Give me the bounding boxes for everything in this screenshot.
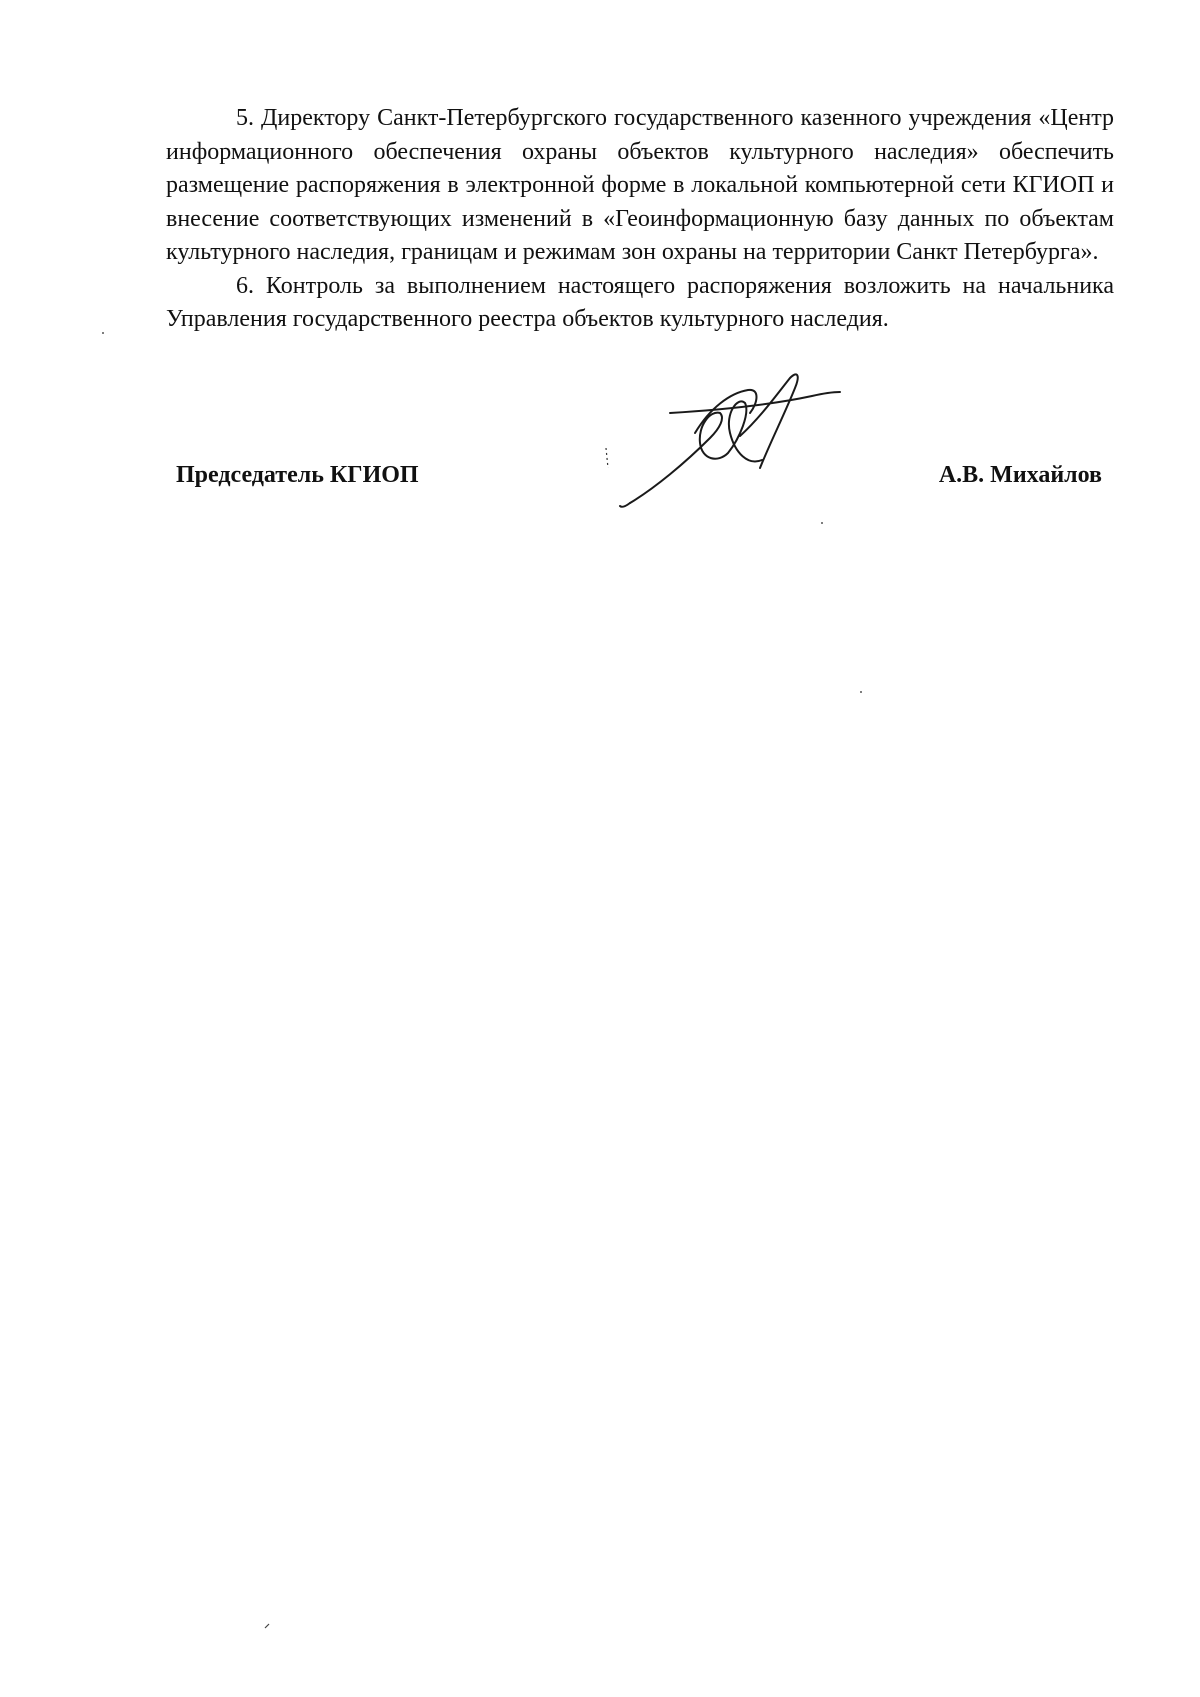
- handwritten-signature: [600, 368, 900, 518]
- signatory-name: А.В. Михайлов: [938, 462, 1102, 488]
- paragraph-6: 6. Контроль за выполнением настоящего распоряжения возложить на начальника Управления государственного реестра объектов культурного наследия.: [166, 272, 1114, 332]
- scan-speck: [100, 330, 106, 336]
- document-body: [166, 102, 1114, 337]
- scan-speck: [263, 1622, 271, 1630]
- paragraph-5: 5. Директору Санкт-Петербургского государственного казенного учреждения «Центр информационного обеспечения охраны объектов культурного наследия» обеспечить размещение распоряжения в электронной форме в локальной компьютерной сети КГИОП и внесение соответствующих изменений в «Геоинформационную базу данных по объектам культурного наследия, границам и режимам зон охраны на территории Санкт Петербурга».: [166, 105, 1114, 265]
- scan-speck: [819, 520, 825, 526]
- scan-speck: [858, 689, 864, 695]
- signatory-title: Председатель КГИОП: [176, 462, 419, 488]
